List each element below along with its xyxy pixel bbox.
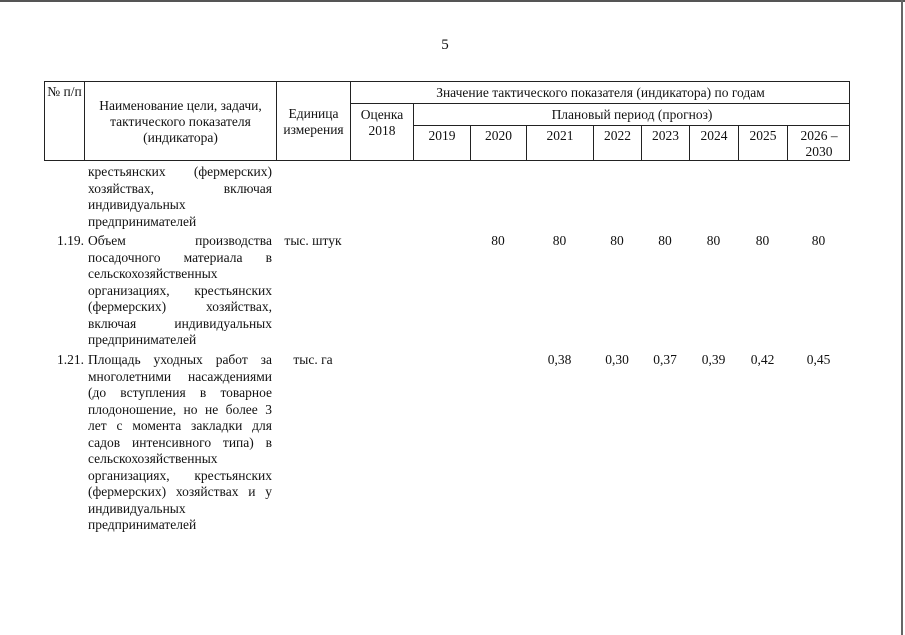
row-unit: тыс. штук — [284, 233, 342, 248]
header-values-group: Значение тактического показателя (индикатора) по годам — [350, 81, 850, 103]
row-value: 80 — [552, 233, 567, 248]
header-year: 2022 — [593, 125, 641, 161]
row-value: 0,38 — [547, 352, 572, 367]
header-unit: Единица измерения — [276, 81, 350, 161]
row-value: 0,37 — [653, 352, 677, 367]
header-num: № п/п — [44, 81, 84, 161]
page-right-border — [901, 0, 903, 635]
header-year: 2020 — [470, 125, 526, 161]
row-value: 80 — [811, 233, 826, 248]
header-year: 2026 – 2030 — [787, 125, 850, 161]
header-estimate: Оценка 2018 — [350, 103, 413, 161]
page-top-border — [0, 0, 905, 2]
header-year: 2024 — [689, 125, 738, 161]
row-num: 1.21. — [57, 352, 84, 367]
row-value: 80 — [706, 233, 721, 248]
row-unit: тыс. га — [293, 352, 333, 367]
row-num: 1.19. — [57, 233, 84, 248]
header-plan-group: Плановый период (прогноз) — [413, 103, 850, 125]
row-value: 80 — [491, 233, 505, 248]
row-value: 0,39 — [701, 352, 726, 367]
row-value: 80 — [658, 233, 672, 248]
header-year: 2021 — [526, 125, 593, 161]
header-year: 2025 — [738, 125, 787, 161]
row-value: 80 — [610, 233, 624, 248]
row-value: 80 — [755, 233, 770, 248]
page-number: 5 — [441, 37, 449, 53]
row-name: крестьянских (фермерских) хозяйствах, включая индивидуальных предпринимателей — [88, 164, 272, 229]
row-value: 0,30 — [605, 352, 629, 367]
row-name: Площадь уходных работ за многолетними насаждениями (до вступления в товарное плодоношение, но не более 3 лет с момента закладки для садов интенсивного типа) в сельскохозяйственных организациях, крестьянских (фермерских) хозяйствах и у индивидуальных предпринимателей — [88, 352, 272, 532]
row-name: Объем производства посадочного материала в сельскохозяйственных организациях, крестьянских (фермерских) хозяйствах, включая индивидуальных предпринимателей — [88, 233, 272, 347]
header-name: Наименование цели, задачи, тактического показателя (индикатора) — [84, 81, 276, 161]
row-value: 0,42 — [750, 352, 775, 367]
header-year: 2019 — [413, 125, 470, 161]
row-value: 0,45 — [806, 352, 831, 367]
header-year: 2023 — [641, 125, 689, 161]
